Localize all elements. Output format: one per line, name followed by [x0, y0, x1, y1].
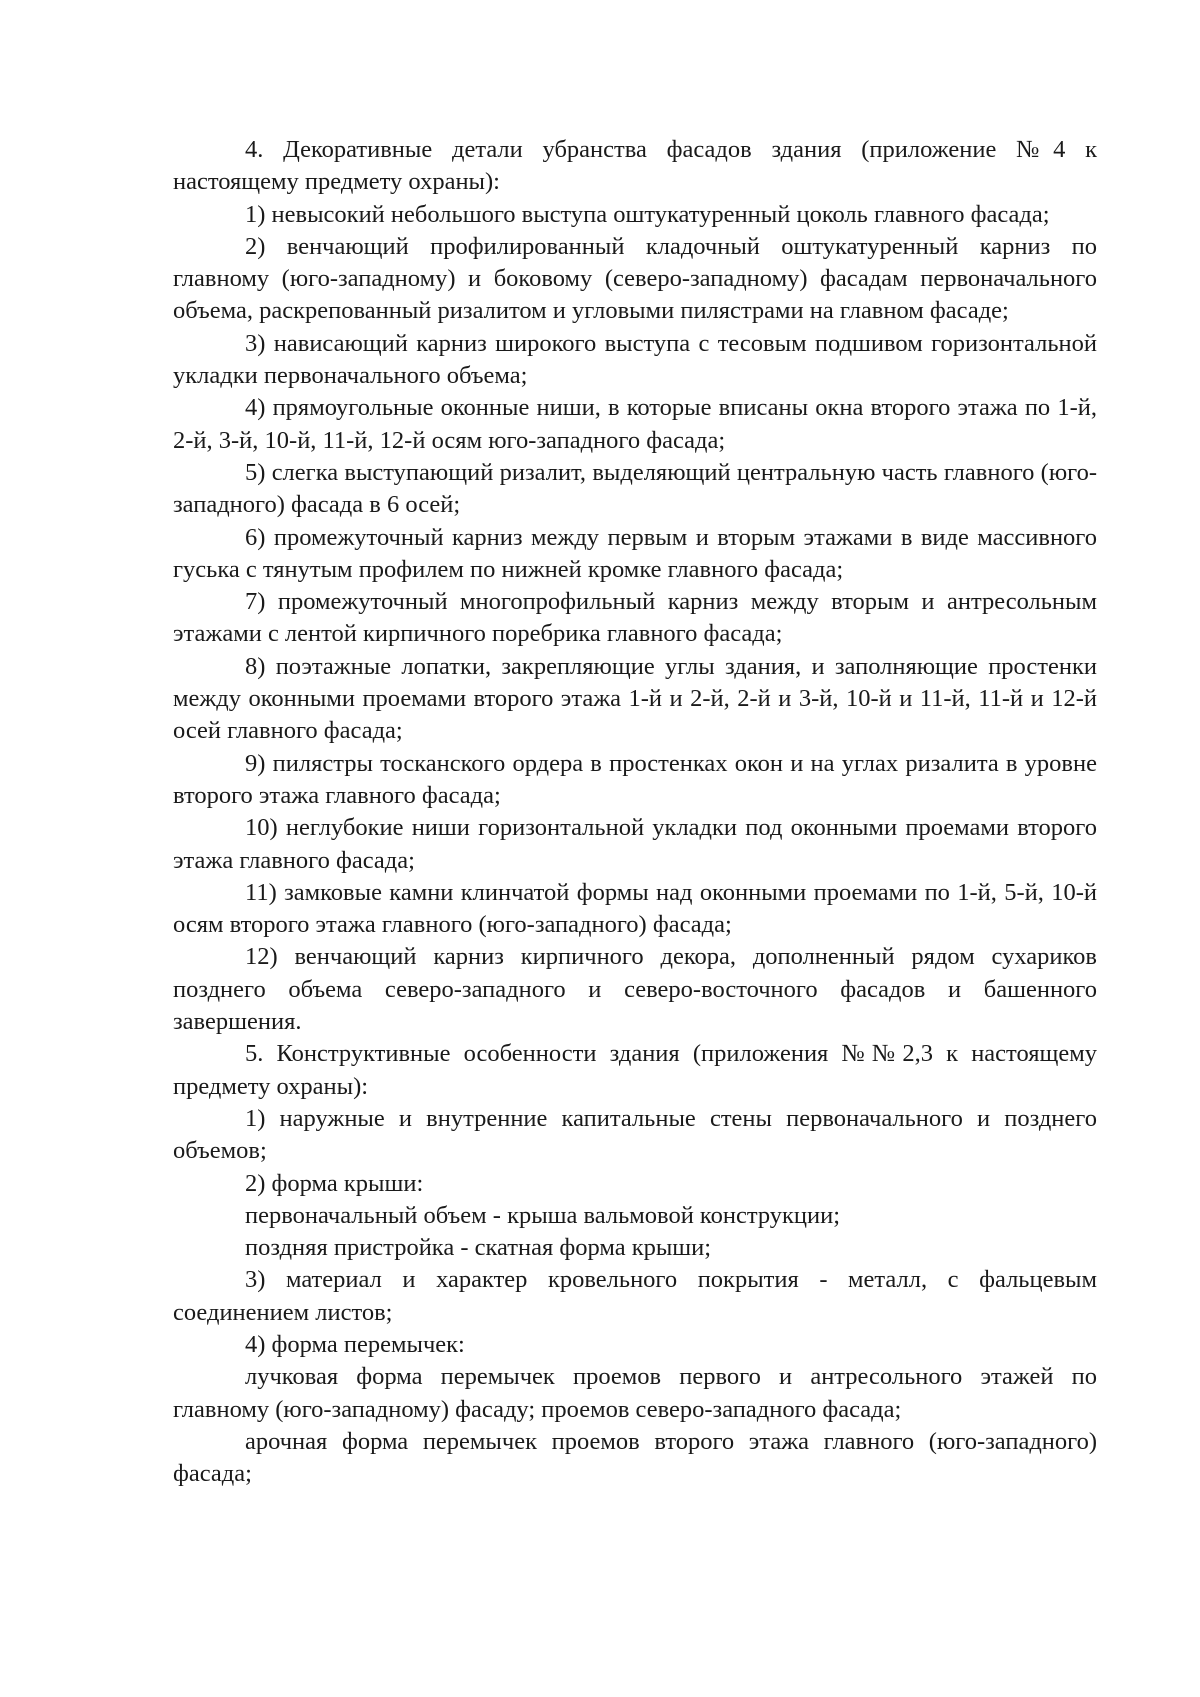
section-4-heading: 4. Декоративные детали убранства фасадов здания (приложение №4 к настоящему предмету охраны):: [173, 136, 1097, 196]
list-item-4-1: 1) невысокий небольшого выступа оштукатуренный цоколь главного фасада;: [245, 200, 1050, 228]
list-item-5-2-b: поздняя пристройка - скатная форма крыши;: [245, 1234, 712, 1262]
list-item-5-4: 4) форма перемычек:: [245, 1330, 465, 1358]
list-item-5-4-b: арочная форма перемычек проемов второго этажа главного (юго-западного) фасада;: [173, 1427, 1097, 1488]
list-item-4-5: 5) слегка выступающий ризалит, выделяющий центральную часть главного (юго-западного) фасада в 6 осей;: [173, 458, 1097, 519]
section-5-heading: 5. Конструктивные особенности здания (приложения №№2,3 к настоящему предмету охраны):: [173, 1040, 1097, 1100]
list-item-4-3: 3) нависающий карниз широкого выступа с тесовым подшивом горизонтальной укладки первоначального объема;: [173, 329, 1097, 390]
list-item-4-12: 12) венчающий карниз кирпичного декора, дополненный рядом сухариков позднего объема северо-западного и северо-восточного фасадов и башенного завершения.: [173, 943, 1097, 1036]
list-item-4-2: 2) венчающий профилированный кладочный оштукатуренный карниз по главному (юго-западному) и боковому (северо-западному) фасадам первоначального объема, раскрепованный ризалитом и угловыми пилястрами на главном фасаде;: [173, 232, 1097, 325]
list-item-5-1: 1) наружные и внутренние капитальные стены первоначального и позднего объемов;: [173, 1104, 1097, 1165]
document-body: [173, 134, 1097, 1490]
list-item-4-6: 6) промежуточный карниз между первым и вторым этажами в виде массивного гуська с тянутым профилем по нижней кромке главного фасада;: [173, 523, 1097, 583]
list-item-5-2-a: первоначальный объем - крыша вальмовой конструкции;: [245, 1201, 841, 1229]
list-item-5-4-a: лучковая форма перемычек проемов первого и антресольного этажей по главному (юго-западному) фасаду; проемов северо-западного фасада;: [173, 1363, 1097, 1423]
list-item-4-9: 9) пилястры тосканского ордера в простенках окон и на углах ризалита в уровне второго этажа главного фасада;: [173, 749, 1097, 809]
list-item-4-8: 8) поэтажные лопатки, закрепляющие углы здания, и заполняющие простенки между оконными проемами второго этажа 1-й и 2-й, 2-й и 3-й, 10-й и 11-й, 11-й и 12-й осей главного фасада;: [173, 652, 1097, 745]
list-item-5-2: 2) форма крыши:: [245, 1169, 424, 1197]
list-item-4-10: 10) неглубокие ниши горизонтальной укладки под оконными проемами второго этажа главного фасада;: [173, 814, 1097, 874]
list-item-4-7: 7) промежуточный многопрофильный карниз между вторым и антресольным этажами с лентой кирпичного поребрика главного фасада;: [173, 588, 1097, 648]
list-item-4-4: 4) прямоугольные оконные ниши, в которые вписаны окна второго этажа по 1-й, 2-й, 3-й, 10-й, 11-й, 12-й осям юго-западного фасада;: [173, 394, 1097, 454]
list-item-5-3: 3) материал и характер кровельного покрытия - металл, с фальцевым соединением листов;: [173, 1266, 1097, 1326]
list-item-4-11: 11) замковые камни клинчатой формы над оконными проемами по 1-й, 5-й, 10-й осям второго этажа главного (юго-западного) фасада;: [173, 878, 1097, 939]
